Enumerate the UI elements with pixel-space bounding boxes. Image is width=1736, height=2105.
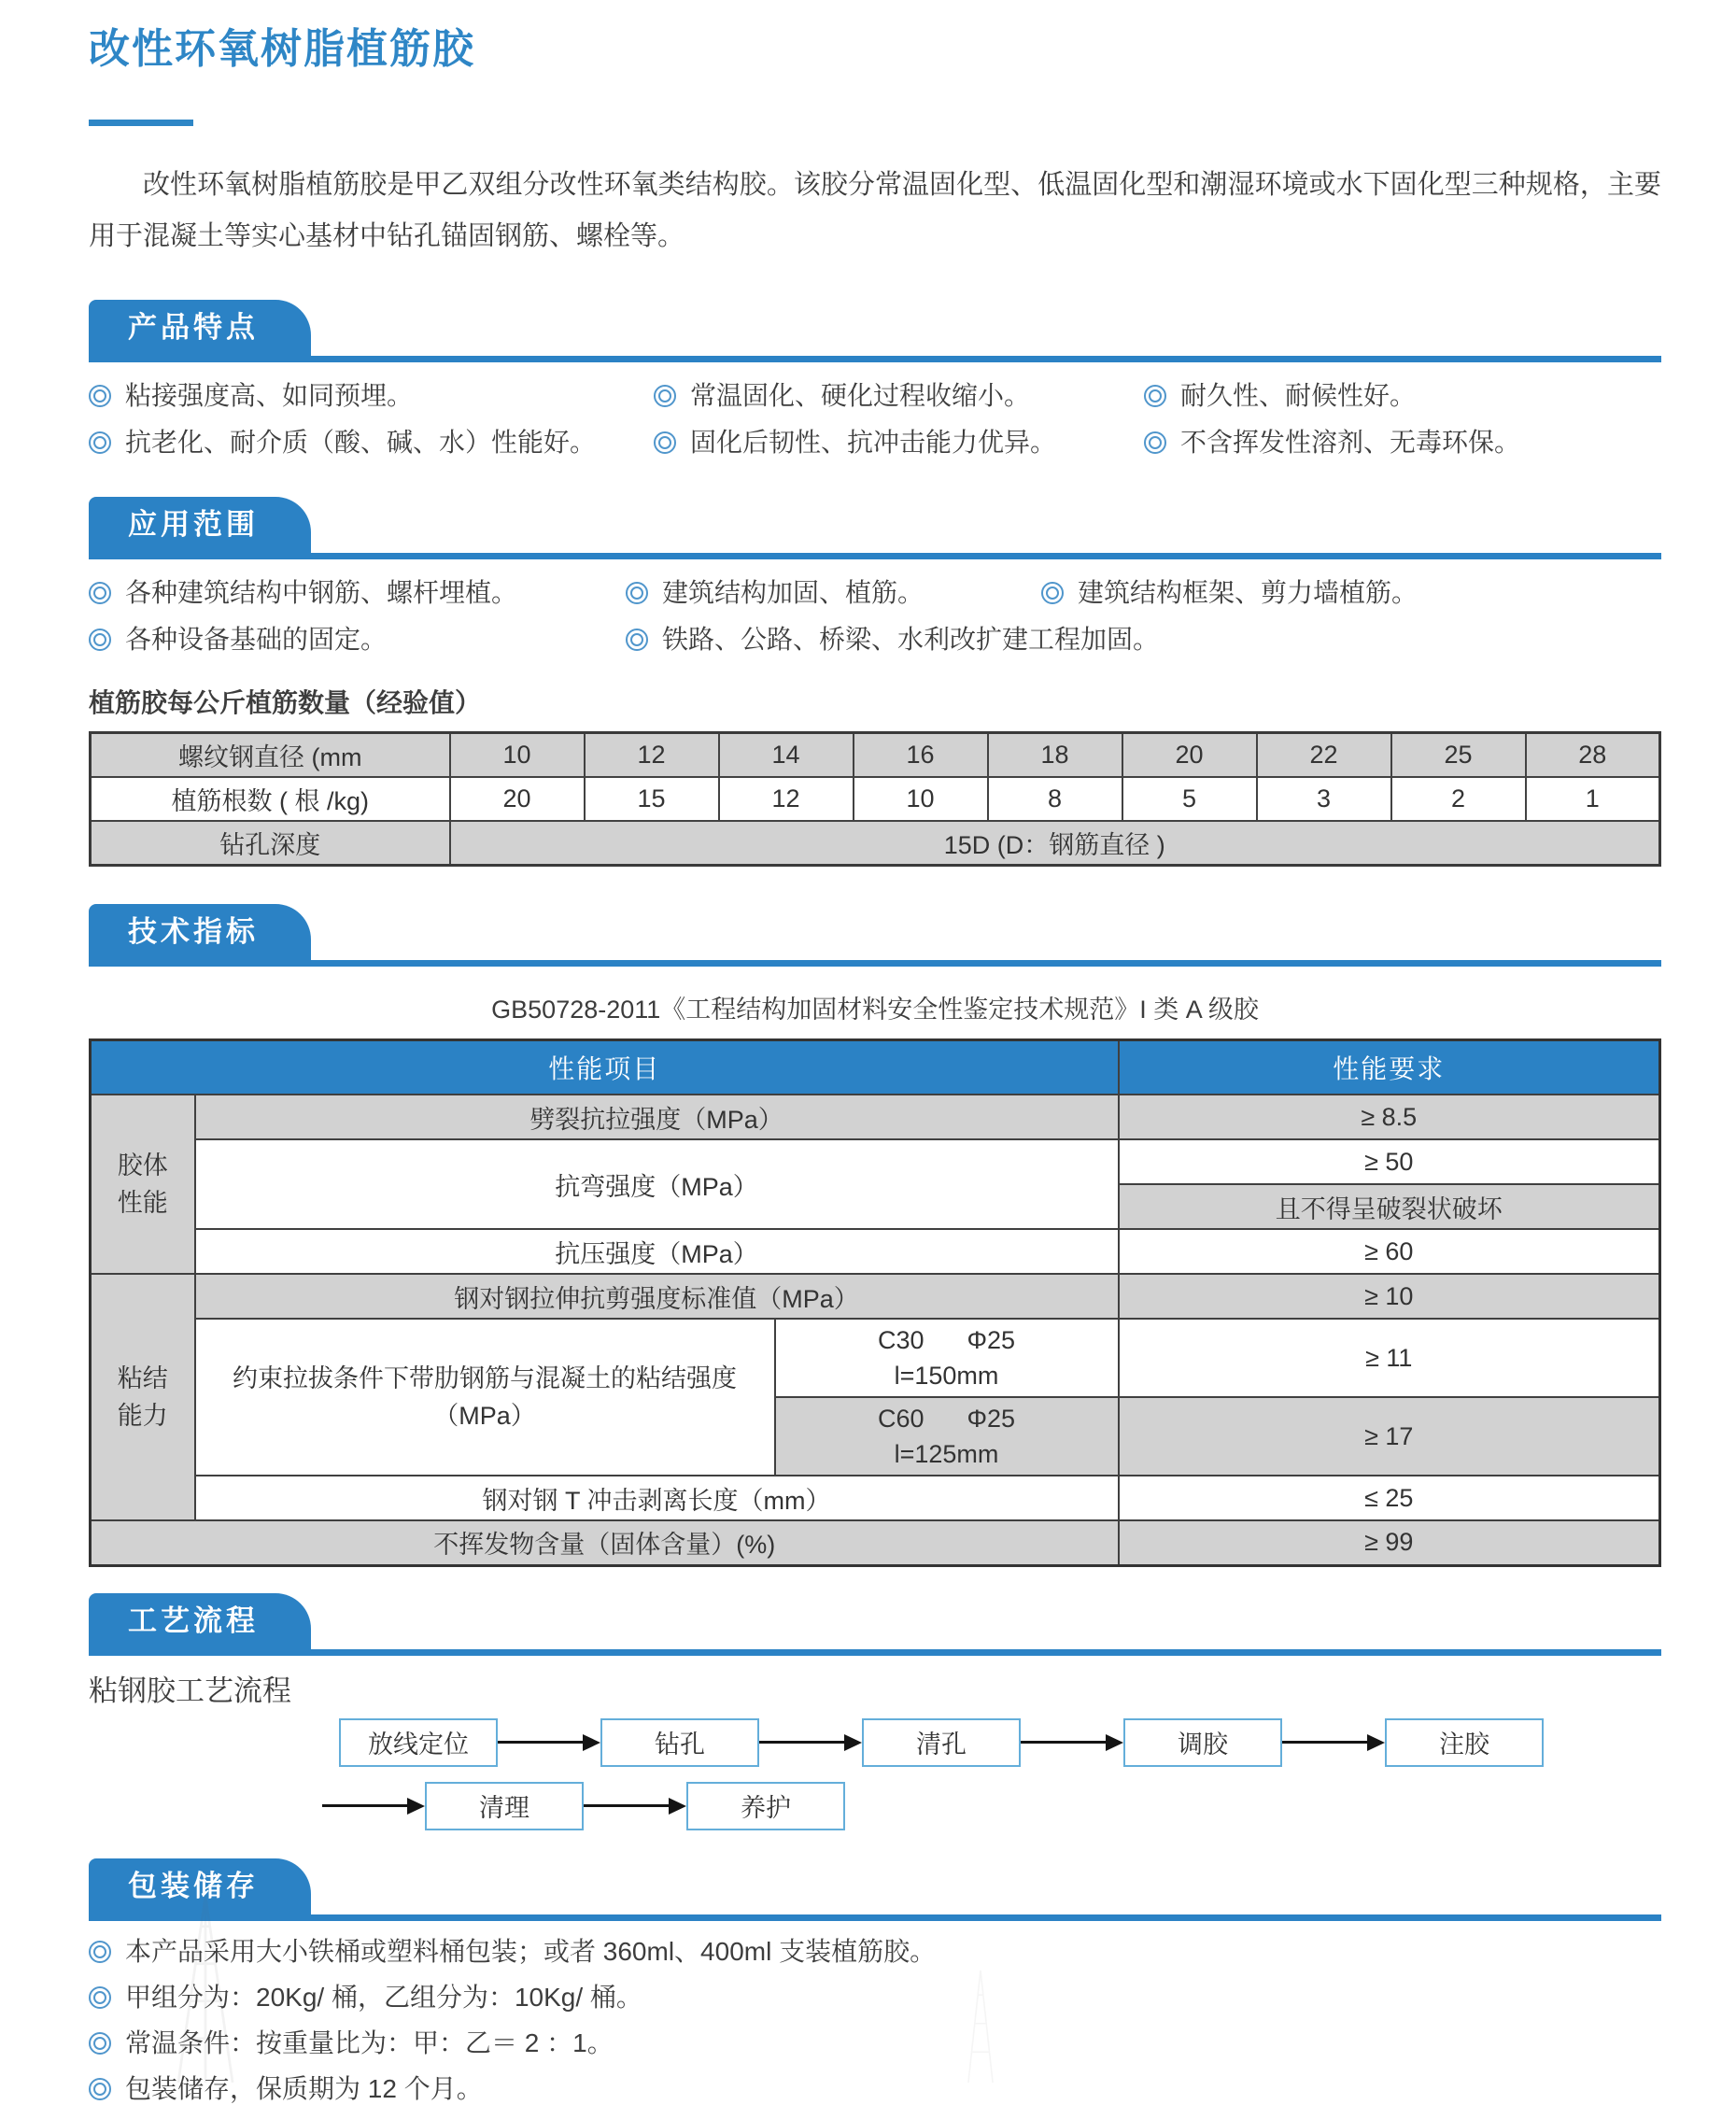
diameter-cell: 18: [988, 733, 1122, 778]
feature-text: 常温固化、硬化过程收缩小。: [690, 381, 1031, 410]
count-cell: 3: [1257, 777, 1391, 821]
requirement-cell: ≥ 11: [1119, 1319, 1660, 1397]
double-circle-bullet-icon: [626, 582, 648, 604]
flow-step: 清理: [425, 1782, 584, 1830]
table-row: [91, 1139, 1660, 1184]
double-circle-bullet-icon: [89, 629, 111, 651]
flow-step: 调胶: [1123, 1718, 1282, 1767]
requirement-cell: ≥ 10: [1119, 1274, 1660, 1319]
rebar-spec: Φ25: [967, 1326, 1016, 1354]
double-circle-bullet-icon: [89, 1986, 111, 2009]
count-cell: 10: [854, 777, 988, 821]
property-cell: 钢对钢拉伸抗剪强度标准值（MPa）: [195, 1274, 1119, 1319]
property-cell: [195, 1319, 775, 1476]
process-flow-row-1: [89, 1718, 1661, 1767]
feature-text: 耐久性、耐候性好。: [1180, 381, 1417, 410]
section-tab: 产品特点: [89, 300, 311, 356]
process-subtitle: 粘钢胶工艺流程: [89, 1674, 291, 1707]
section-header-features: [89, 300, 1661, 362]
list-item: [89, 576, 626, 610]
list-item: [626, 576, 1041, 610]
requirement-cell: ≥ 99: [1119, 1520, 1660, 1565]
row-label-cell: 螺纹钢直径 (mm: [91, 733, 450, 778]
property-cell: 抗压强度（MPa）: [195, 1229, 1119, 1274]
anchor-length: l=150mm: [894, 1362, 999, 1390]
process-flow-row-2: [89, 1782, 1661, 1830]
section-tab: 包装储存: [89, 1858, 311, 1914]
double-circle-bullet-icon: [1144, 431, 1166, 454]
col-header-requirement: 性能要求: [1119, 1040, 1660, 1095]
packaging-text: 甲组分为：20Kg/ 桶，乙组分为：10Kg/ 桶。: [125, 1982, 642, 2012]
packaging-text: 包装储存，保质期为 12 个月。: [125, 2073, 483, 2103]
feature-text: 抗老化、耐介质（酸、碱、水）性能好。: [125, 428, 597, 457]
diameter-cell: 28: [1526, 733, 1660, 778]
section-header-applications: [89, 497, 1661, 559]
list-item: [89, 1982, 1661, 2013]
condition-cell: [775, 1319, 1119, 1397]
application-text: 各种建筑结构中钢筋、螺杆埋植。: [125, 578, 518, 607]
condition-cell: [775, 1397, 1119, 1476]
concrete-grade: C30: [877, 1326, 924, 1354]
property-cell: 抗弯强度（MPa）: [195, 1139, 1119, 1229]
diameter-cell: 14: [719, 733, 854, 778]
double-circle-bullet-icon: [89, 582, 111, 604]
count-cell: 1: [1526, 777, 1660, 821]
page-title: 改性环氧树脂植筋胶: [89, 26, 475, 72]
requirement-cell: ≥ 60: [1119, 1229, 1660, 1274]
list-item: [89, 426, 654, 459]
title-underline: [89, 120, 193, 126]
double-circle-bullet-icon: [89, 431, 111, 454]
table-row: [91, 1095, 1660, 1139]
double-circle-bullet-icon: [654, 385, 676, 407]
application-text: 建筑结构框架、剪力墙植筋。: [1078, 578, 1418, 607]
application-text: 各种设备基础的固定。: [125, 625, 388, 654]
group-cell: [91, 1095, 195, 1274]
count-cell: 12: [719, 777, 854, 821]
double-circle-bullet-icon: [626, 629, 648, 651]
anchor-length: l=125mm: [894, 1440, 999, 1468]
diameter-cell: 10: [450, 733, 585, 778]
group-label-line: 性能: [117, 1189, 168, 1217]
feature-text: 不含挥发性溶剂、无毒环保。: [1180, 428, 1521, 457]
count-cell: 20: [450, 777, 585, 821]
property-cell: 劈裂抗拉强度（MPa）: [195, 1095, 1119, 1139]
rebar-spec: Φ25: [967, 1405, 1016, 1433]
property-cell: 钢对钢 T 冲击剥离长度（mm）: [195, 1476, 1119, 1520]
section-tab: 工艺流程: [89, 1593, 311, 1649]
features-list: [89, 379, 1661, 459]
application-text: 铁路、公路、桥梁、水利改扩建工程加固。: [662, 625, 1160, 654]
double-circle-bullet-icon: [1144, 385, 1166, 407]
arrow-right-icon: [1021, 1741, 1120, 1744]
list-item: [1041, 576, 1661, 610]
table-row: [91, 821, 1660, 866]
group-label-line: 能力: [117, 1402, 168, 1430]
section-header-tech: [89, 904, 1661, 967]
group-label-line: 胶体: [117, 1151, 168, 1180]
feature-text: 粘接强度高、如同预埋。: [125, 381, 414, 410]
table-header-row: [91, 1040, 1660, 1095]
dosage-table: [89, 731, 1661, 867]
arrow-right-icon: [322, 1804, 421, 1807]
double-circle-bullet-icon: [89, 2032, 111, 2055]
table-row: [91, 1229, 1660, 1274]
count-cell: 2: [1391, 777, 1526, 821]
arrow-right-icon: [759, 1741, 858, 1744]
arrow-right-icon: [498, 1741, 597, 1744]
applications-list: [89, 576, 1661, 657]
dosage-table-caption: 植筋胶每公斤植筋数量（经验值）: [89, 688, 482, 717]
list-item: [89, 2027, 1661, 2059]
table-row: [91, 1476, 1660, 1520]
application-text: 建筑结构加固、植筋。: [662, 578, 924, 607]
flow-step: 钻孔: [600, 1718, 759, 1767]
double-circle-bullet-icon: [1041, 582, 1064, 604]
diameter-cell: 20: [1122, 733, 1257, 778]
packaging-text: 本产品采用大小铁桶或塑料桶包装；或者 360ml、400ml 支装植筋胶。: [125, 1936, 937, 1966]
tech-table: [89, 1038, 1661, 1567]
flow-step: 清孔: [862, 1718, 1021, 1767]
section-tab: 技术指标: [89, 904, 311, 960]
col-header-item: 性能项目: [91, 1040, 1119, 1095]
list-item: [1144, 379, 1661, 413]
section-tab: 应用范围: [89, 497, 311, 553]
requirement-cell: ≥ 8.5: [1119, 1095, 1660, 1139]
table-row: [91, 777, 1660, 821]
intro-paragraph: 改性环氧树脂植筋胶是甲乙双组分改性环氧类结构胶。该胶分常温固化型、低温固化型和潮湿环境或水下固化型三种规格，主要用于混凝土等实心基材中钻孔锚固钢筋、螺栓等。: [89, 170, 1661, 251]
section-header-process: [89, 1593, 1661, 1656]
table-row: [91, 1319, 1660, 1397]
list-item: [654, 426, 1144, 459]
arrow-right-icon: [584, 1804, 683, 1807]
requirement-cell: ≥ 50: [1119, 1139, 1660, 1184]
section-underline: [89, 960, 1661, 967]
flow-step: 放线定位: [339, 1718, 498, 1767]
list-item: [89, 2073, 1661, 2105]
feature-text: 固化后韧性、抗冲击能力优异。: [690, 428, 1057, 457]
double-circle-bullet-icon: [89, 385, 111, 407]
list-item: [89, 1936, 1661, 1968]
section-header-packaging: [89, 1858, 1661, 1921]
double-circle-bullet-icon: [654, 431, 676, 454]
requirement-cell: ≥ 17: [1119, 1397, 1660, 1476]
row-label-cell: 钻孔深度: [91, 821, 450, 866]
concrete-grade: C60: [877, 1405, 924, 1433]
property-label-line: （MPa）: [433, 1402, 536, 1430]
double-circle-bullet-icon: [89, 1941, 111, 1963]
packaging-list: [89, 1936, 1661, 2105]
arrow-right-icon: [1282, 1741, 1381, 1744]
property-label-line: 约束拉拔条件下带肋钢筋与混凝土的粘结强度: [233, 1364, 737, 1392]
list-item: [654, 379, 1144, 413]
diameter-cell: 16: [854, 733, 988, 778]
diameter-cell: 22: [1257, 733, 1391, 778]
group-label-line: 粘结: [117, 1364, 168, 1392]
requirement-cell: 且不得呈破裂状破坏: [1119, 1184, 1660, 1229]
table-row: [91, 1520, 1660, 1565]
flow-step: 注胶: [1385, 1718, 1544, 1767]
drill-depth-cell: 15D (D：钢筋直径 ): [450, 821, 1660, 866]
flow-step: 养护: [686, 1782, 845, 1830]
count-cell: 5: [1122, 777, 1257, 821]
section-underline: [89, 1914, 1661, 1921]
list-item: [1144, 426, 1661, 459]
group-cell: [91, 1274, 195, 1520]
count-cell: 8: [988, 777, 1122, 821]
list-item: [89, 623, 626, 657]
section-underline: [89, 356, 1661, 362]
requirement-cell: ≤ 25: [1119, 1476, 1660, 1520]
list-item: [89, 379, 654, 413]
list-item: [626, 623, 1160, 657]
packaging-text: 常温条件：按重量比为：甲：乙＝ 2 ：1。: [125, 2027, 614, 2057]
section-underline: [89, 1649, 1661, 1656]
property-cell: 不挥发物含量（固体含量）(%): [91, 1520, 1119, 1565]
section-underline: [89, 553, 1661, 559]
row-label-cell: 植筋根数 ( 根 /kg): [91, 777, 450, 821]
tech-table-caption: GB50728-2011《工程结构加固材料安全性鉴定技术规范》I 类 A 级胶: [491, 996, 1259, 1024]
double-circle-bullet-icon: [89, 2078, 111, 2100]
count-cell: 15: [585, 777, 719, 821]
table-row: [91, 1274, 1660, 1319]
diameter-cell: 25: [1391, 733, 1526, 778]
table-row: [91, 733, 1660, 778]
diameter-cell: 12: [585, 733, 719, 778]
